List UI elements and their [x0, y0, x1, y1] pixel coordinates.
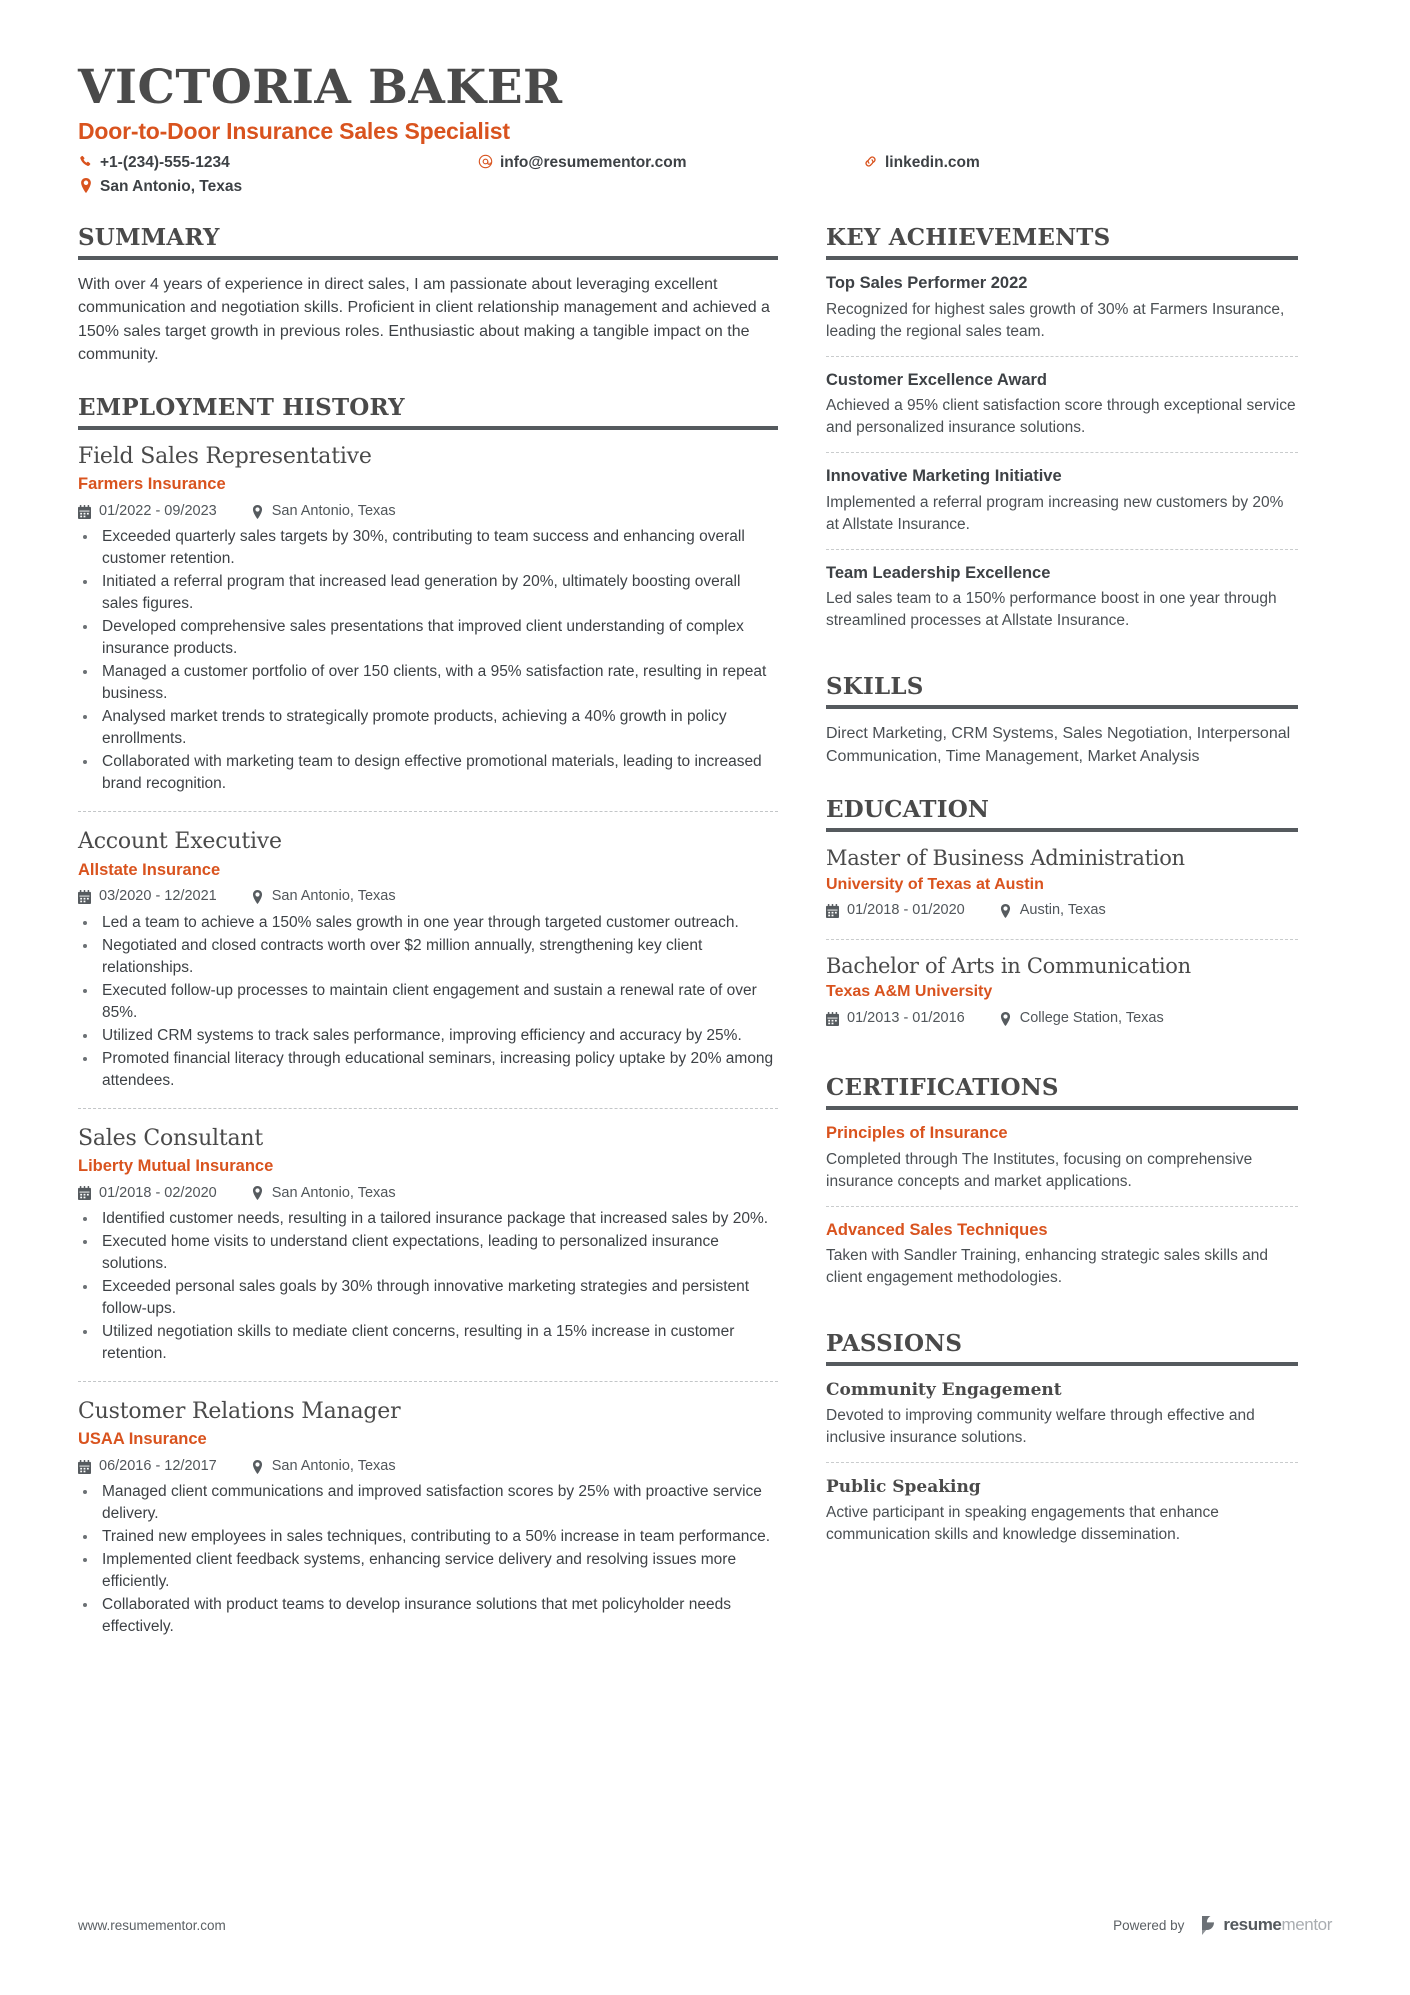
job-bullet: Exceeded quarterly sales targets by 30%, contributing to team success and enhancing overall customer retention.: [78, 526, 778, 570]
certification-entry: [826, 1206, 1298, 1302]
powered-by-label: Powered by: [1113, 1917, 1185, 1933]
job-bullet: Utilized negotiation skills to mediate client concerns, resulting in a 15% increase in customer retention.: [78, 1321, 778, 1365]
resumementor-wordmark: [1223, 1915, 1332, 1935]
job-bullet: Implemented client feedback systems, enhancing service delivery and resolving issues more efficiently.: [78, 1549, 778, 1593]
job-bullet: Managed a customer portfolio of over 150 clients, with a 95% satisfaction rate, resulting in repeat business.: [78, 661, 778, 705]
education-degree: Master of Business Administration: [826, 846, 1185, 871]
passion-title: Public Speaking: [826, 1477, 981, 1498]
summary-text: With over 4 years of experience in direct sales, I am passionate about leveraging excellent communication and negotiation skills. Proficient in client relationship management and achieved a 150% sales target growth in previous roles. Enthusiastic about making a tangible impact on the community.: [78, 276, 770, 363]
brand-light: mentor: [1281, 1915, 1332, 1934]
education-location-text: Austin, Texas: [1019, 902, 1106, 919]
location-pin-icon: [251, 1186, 264, 1201]
education-heading: EDUCATION: [826, 796, 1298, 832]
achievement-body: Implemented a referral program increasing new customers by 20% at Allstate Insurance.: [826, 493, 1284, 533]
achievement-entry: [826, 273, 1298, 355]
contact-location: [78, 177, 478, 198]
location-pin-icon: [999, 904, 1012, 919]
job-bullet: Analysed market trends to strategically promote products, achieving a 40% growth in policy enrollments.: [78, 706, 778, 750]
job-bullet-list: [78, 526, 778, 795]
contact-email-text: info@resumementor.com: [500, 154, 687, 172]
education-school: Texas A&M University: [826, 983, 993, 1001]
brand-bold: resume: [1223, 1915, 1282, 1934]
skills-heading: SKILLS: [826, 673, 1298, 709]
job-meta: [78, 888, 778, 905]
job-meta: [78, 1458, 778, 1475]
calendar-icon: [78, 1459, 91, 1474]
education-location: [999, 902, 1106, 919]
certification-body: Taken with Sandler Training, enhancing strategic sales skills and client engagement methodologies.: [826, 1247, 1268, 1287]
passions-list: [826, 1379, 1298, 1559]
passion-body: Devoted to improving community welfare through effective and inclusive insurance solutions.: [826, 1407, 1255, 1447]
achievement-body: Recognized for highest sales growth of 30% at Farmers Insurance, leading the regional sales team.: [826, 300, 1285, 340]
job-meta: [78, 503, 778, 520]
page-title: VICTORIA BAKER: [78, 60, 563, 115]
education-dates: [826, 902, 965, 919]
resume-footer: [78, 1915, 1332, 1935]
education-location: [999, 1010, 1164, 1027]
contact-linkedin[interactable]: [863, 153, 1332, 174]
section-education: [826, 796, 1298, 1046]
calendar-icon: [826, 1011, 839, 1026]
achievement-entry: [826, 549, 1298, 645]
job-bullet: Led a team to achieve a 150% sales growth in one year through targeted customer outreach.: [78, 912, 778, 934]
certifications-heading: CERTIFICATIONS: [826, 1074, 1298, 1110]
calendar-icon: [78, 889, 91, 904]
job-location: [251, 1185, 396, 1202]
certification-body: Completed through The Institutes, focusing on comprehensive insurance concepts and market applications.: [826, 1150, 1253, 1190]
certification-title: Advanced Sales Techniques: [826, 1220, 1048, 1239]
left-column: [78, 224, 778, 1658]
education-location-text: College Station, Texas: [1019, 1009, 1164, 1026]
location-pin-icon: [251, 504, 264, 519]
education-dates: [826, 1010, 965, 1027]
job-location: [251, 503, 396, 520]
job-bullet: Developed comprehensive sales presentations that improved client understanding of complex insurance products.: [78, 616, 778, 660]
job-location: [251, 888, 396, 905]
job-dates-text: 06/2016 - 12/2017: [99, 1457, 217, 1474]
education-degree: Bachelor of Arts in Communication: [826, 953, 1191, 978]
achievement-entry: [826, 452, 1298, 548]
job-dates: [78, 1458, 217, 1475]
job-company: USAA Insurance: [78, 1430, 207, 1449]
job-bullet: Initiated a referral program that increased lead generation by 20%, ultimately boosting overall sales figures.: [78, 571, 778, 615]
resumementor-logo: [1200, 1915, 1332, 1935]
section-skills: [826, 673, 1298, 768]
education-dates-text: 01/2013 - 01/2016: [847, 1009, 965, 1026]
job-dates: [78, 1185, 217, 1202]
job-role: Customer Relations Manager: [78, 1398, 401, 1424]
job-dates-text: 03/2020 - 12/2021: [99, 888, 217, 905]
resumementor-mark-icon: [1200, 1916, 1217, 1935]
education-entry: [826, 845, 1298, 938]
job-role: Sales Consultant: [78, 1125, 264, 1151]
job-location-text: San Antonio, Texas: [271, 888, 396, 905]
education-school: University of Texas at Austin: [826, 875, 1044, 893]
contact-location-text: San Antonio, Texas: [100, 178, 243, 196]
job-bullet: Managed client communications and improved satisfaction scores by 25% with proactive service delivery.: [78, 1481, 778, 1525]
resume-body: [78, 224, 1332, 1658]
contact-phone-text: +1-(234)-555-1234: [100, 154, 230, 172]
phone-icon: [78, 153, 93, 170]
job-bullet: Executed follow-up processes to maintain client engagement and sustain a renewal rate of over 85%.: [78, 980, 778, 1024]
professional-title: Door-to-Door Insurance Sales Specialist: [78, 117, 510, 144]
achievements-list: [826, 273, 1298, 645]
employment-entry: [78, 1108, 778, 1381]
job-dates: [78, 503, 217, 520]
job-bullet: Negotiated and closed contracts worth over $2 million annually, strengthening key client relationships.: [78, 935, 778, 979]
section-certifications: [826, 1074, 1298, 1302]
job-bullet: Collaborated with marketing team to design effective promotional materials, leading to increased brand recognition.: [78, 751, 778, 795]
achievement-title: Customer Excellence Award: [826, 370, 1048, 389]
link-icon: [863, 153, 878, 170]
passion-title: Community Engagement: [826, 1380, 1062, 1401]
contact-details: [78, 153, 1332, 198]
job-bullet: Executed home visits to understand client expectations, leading to personalized insurance solutions.: [78, 1231, 778, 1275]
job-location: [251, 1458, 396, 1475]
employment-entry: [78, 811, 778, 1107]
passion-body: Active participant in speaking engagements that enhance communication skills and knowledge dissemination.: [826, 1504, 1219, 1544]
contact-email[interactable]: [478, 153, 863, 174]
job-location-text: San Antonio, Texas: [271, 1457, 396, 1474]
achievement-body: Led sales team to a 150% performance boost in one year through streamlined processes at Allstate Insurance.: [826, 589, 1277, 629]
skills-text: Direct Marketing, CRM Systems, Sales Negotiation, Interpersonal Communication, Time Management, Market Analysis: [826, 724, 1291, 766]
education-meta: [826, 1010, 1298, 1027]
employment-list: [78, 443, 778, 1654]
location-pin-icon: [251, 1459, 264, 1474]
footer-website-url[interactable]: www.resumementor.com: [78, 1917, 226, 1933]
job-bullet: Collaborated with product teams to develop insurance solutions that met policyholder needs effectively.: [78, 1594, 778, 1638]
section-key-achievements: [826, 224, 1298, 645]
calendar-icon: [826, 904, 839, 919]
job-bullet: Promoted financial literacy through educational seminars, increasing policy uptake by 20% among attendees.: [78, 1048, 778, 1092]
job-meta: [78, 1185, 778, 1202]
job-company: Farmers Insurance: [78, 475, 226, 494]
job-bullet-list: [78, 1208, 778, 1365]
job-bullet-list: [78, 1481, 778, 1638]
achievement-title: Top Sales Performer 2022: [826, 274, 1028, 293]
job-company: Liberty Mutual Insurance: [78, 1157, 274, 1176]
employment-entry: [78, 1381, 778, 1654]
summary-heading: SUMMARY: [78, 224, 778, 260]
achievement-title: Innovative Marketing Initiative: [826, 467, 1062, 486]
contact-phone[interactable]: [78, 153, 478, 174]
certifications-list: [826, 1123, 1298, 1302]
job-role: Field Sales Representative: [78, 443, 372, 469]
certification-entry: [826, 1123, 1298, 1205]
passion-entry: [826, 1462, 1298, 1559]
job-location-text: San Antonio, Texas: [271, 502, 396, 519]
job-bullet: Utilized CRM systems to track sales performance, improving efficiency and accuracy by 25%.: [78, 1025, 778, 1047]
education-meta: [826, 902, 1298, 919]
job-role: Account Executive: [78, 829, 282, 855]
job-bullet: Exceeded personal sales goals by 30% through innovative marketing strategies and persistent follow-ups.: [78, 1276, 778, 1320]
resume-header: [78, 62, 1332, 198]
achievement-body: Achieved a 95% client satisfaction score through exceptional service and personalized insurance solutions.: [826, 397, 1296, 437]
location-pin-icon: [251, 889, 264, 904]
education-list: [826, 845, 1298, 1046]
employment-heading: EMPLOYMENT HISTORY: [78, 394, 778, 430]
achievement-title: Team Leadership Excellence: [826, 563, 1051, 582]
calendar-icon: [78, 504, 91, 519]
certification-title: Principles of Insurance: [826, 1124, 1008, 1143]
job-dates-text: 01/2022 - 09/2023: [99, 502, 217, 519]
right-column: [826, 224, 1298, 1563]
employment-entry: [78, 443, 778, 811]
footer-branding: [1113, 1915, 1332, 1935]
achievements-heading: KEY ACHIEVEMENTS: [826, 224, 1298, 260]
job-bullet-list: [78, 912, 778, 1092]
passions-heading: PASSIONS: [826, 1330, 1298, 1366]
job-bullet: Trained new employees in sales techniques, contributing to a 50% increase in team performance.: [78, 1526, 778, 1548]
job-company: Allstate Insurance: [78, 860, 221, 879]
job-bullet: Identified customer needs, resulting in a tailored insurance package that increased sales by 20%.: [78, 1208, 778, 1230]
location-pin-icon: [999, 1011, 1012, 1026]
section-employment-history: [78, 394, 778, 1654]
education-dates-text: 01/2018 - 01/2020: [847, 902, 965, 919]
achievement-entry: [826, 356, 1298, 452]
job-dates: [78, 888, 217, 905]
calendar-icon: [78, 1186, 91, 1201]
job-dates-text: 01/2018 - 02/2020: [99, 1184, 217, 1201]
email-icon: [478, 153, 493, 170]
section-summary: [78, 224, 778, 366]
education-entry: [826, 939, 1298, 1046]
section-passions: [826, 1330, 1298, 1559]
contact-linkedin-text: linkedin.com: [885, 154, 980, 172]
location-pin-icon: [78, 177, 93, 194]
passion-entry: [826, 1379, 1298, 1462]
job-location-text: San Antonio, Texas: [271, 1184, 396, 1201]
